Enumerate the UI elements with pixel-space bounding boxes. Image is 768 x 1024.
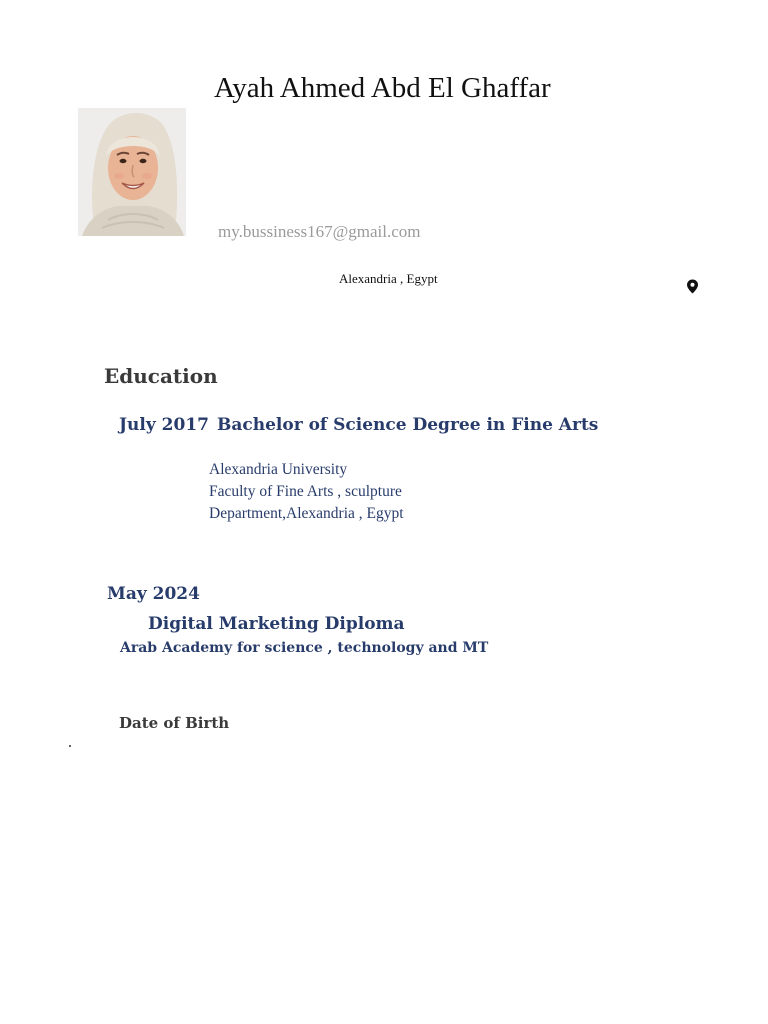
date-of-birth-label: Date of Birth — [119, 714, 230, 732]
education-1-degree: Bachelor of Science Degree in Fine Arts — [217, 415, 599, 435]
education-1-university: Alexandria University — [209, 461, 348, 478]
email-address[interactable]: my.bussiness167@gmail.com — [218, 222, 421, 241]
education-1-date: July 2017 — [119, 415, 209, 435]
education-heading: Education — [104, 364, 218, 388]
location-text: Alexandria , Egypt — [339, 271, 438, 286]
resume-name: Ayah Ahmed Abd El Ghaffar — [214, 72, 551, 104]
education-1-department: Department,Alexandria , Egypt — [209, 505, 404, 522]
stray-dot — [69, 745, 71, 747]
profile-photo — [78, 108, 186, 236]
education-2-degree: Digital Marketing Diploma — [148, 614, 405, 634]
education-1-faculty: Faculty of Fine Arts , sculpture — [209, 483, 402, 500]
map-pin-icon — [686, 279, 699, 294]
education-2-school: Arab Academy for science , technology and MT — [120, 640, 489, 656]
education-2-date: May 2024 — [107, 584, 200, 604]
